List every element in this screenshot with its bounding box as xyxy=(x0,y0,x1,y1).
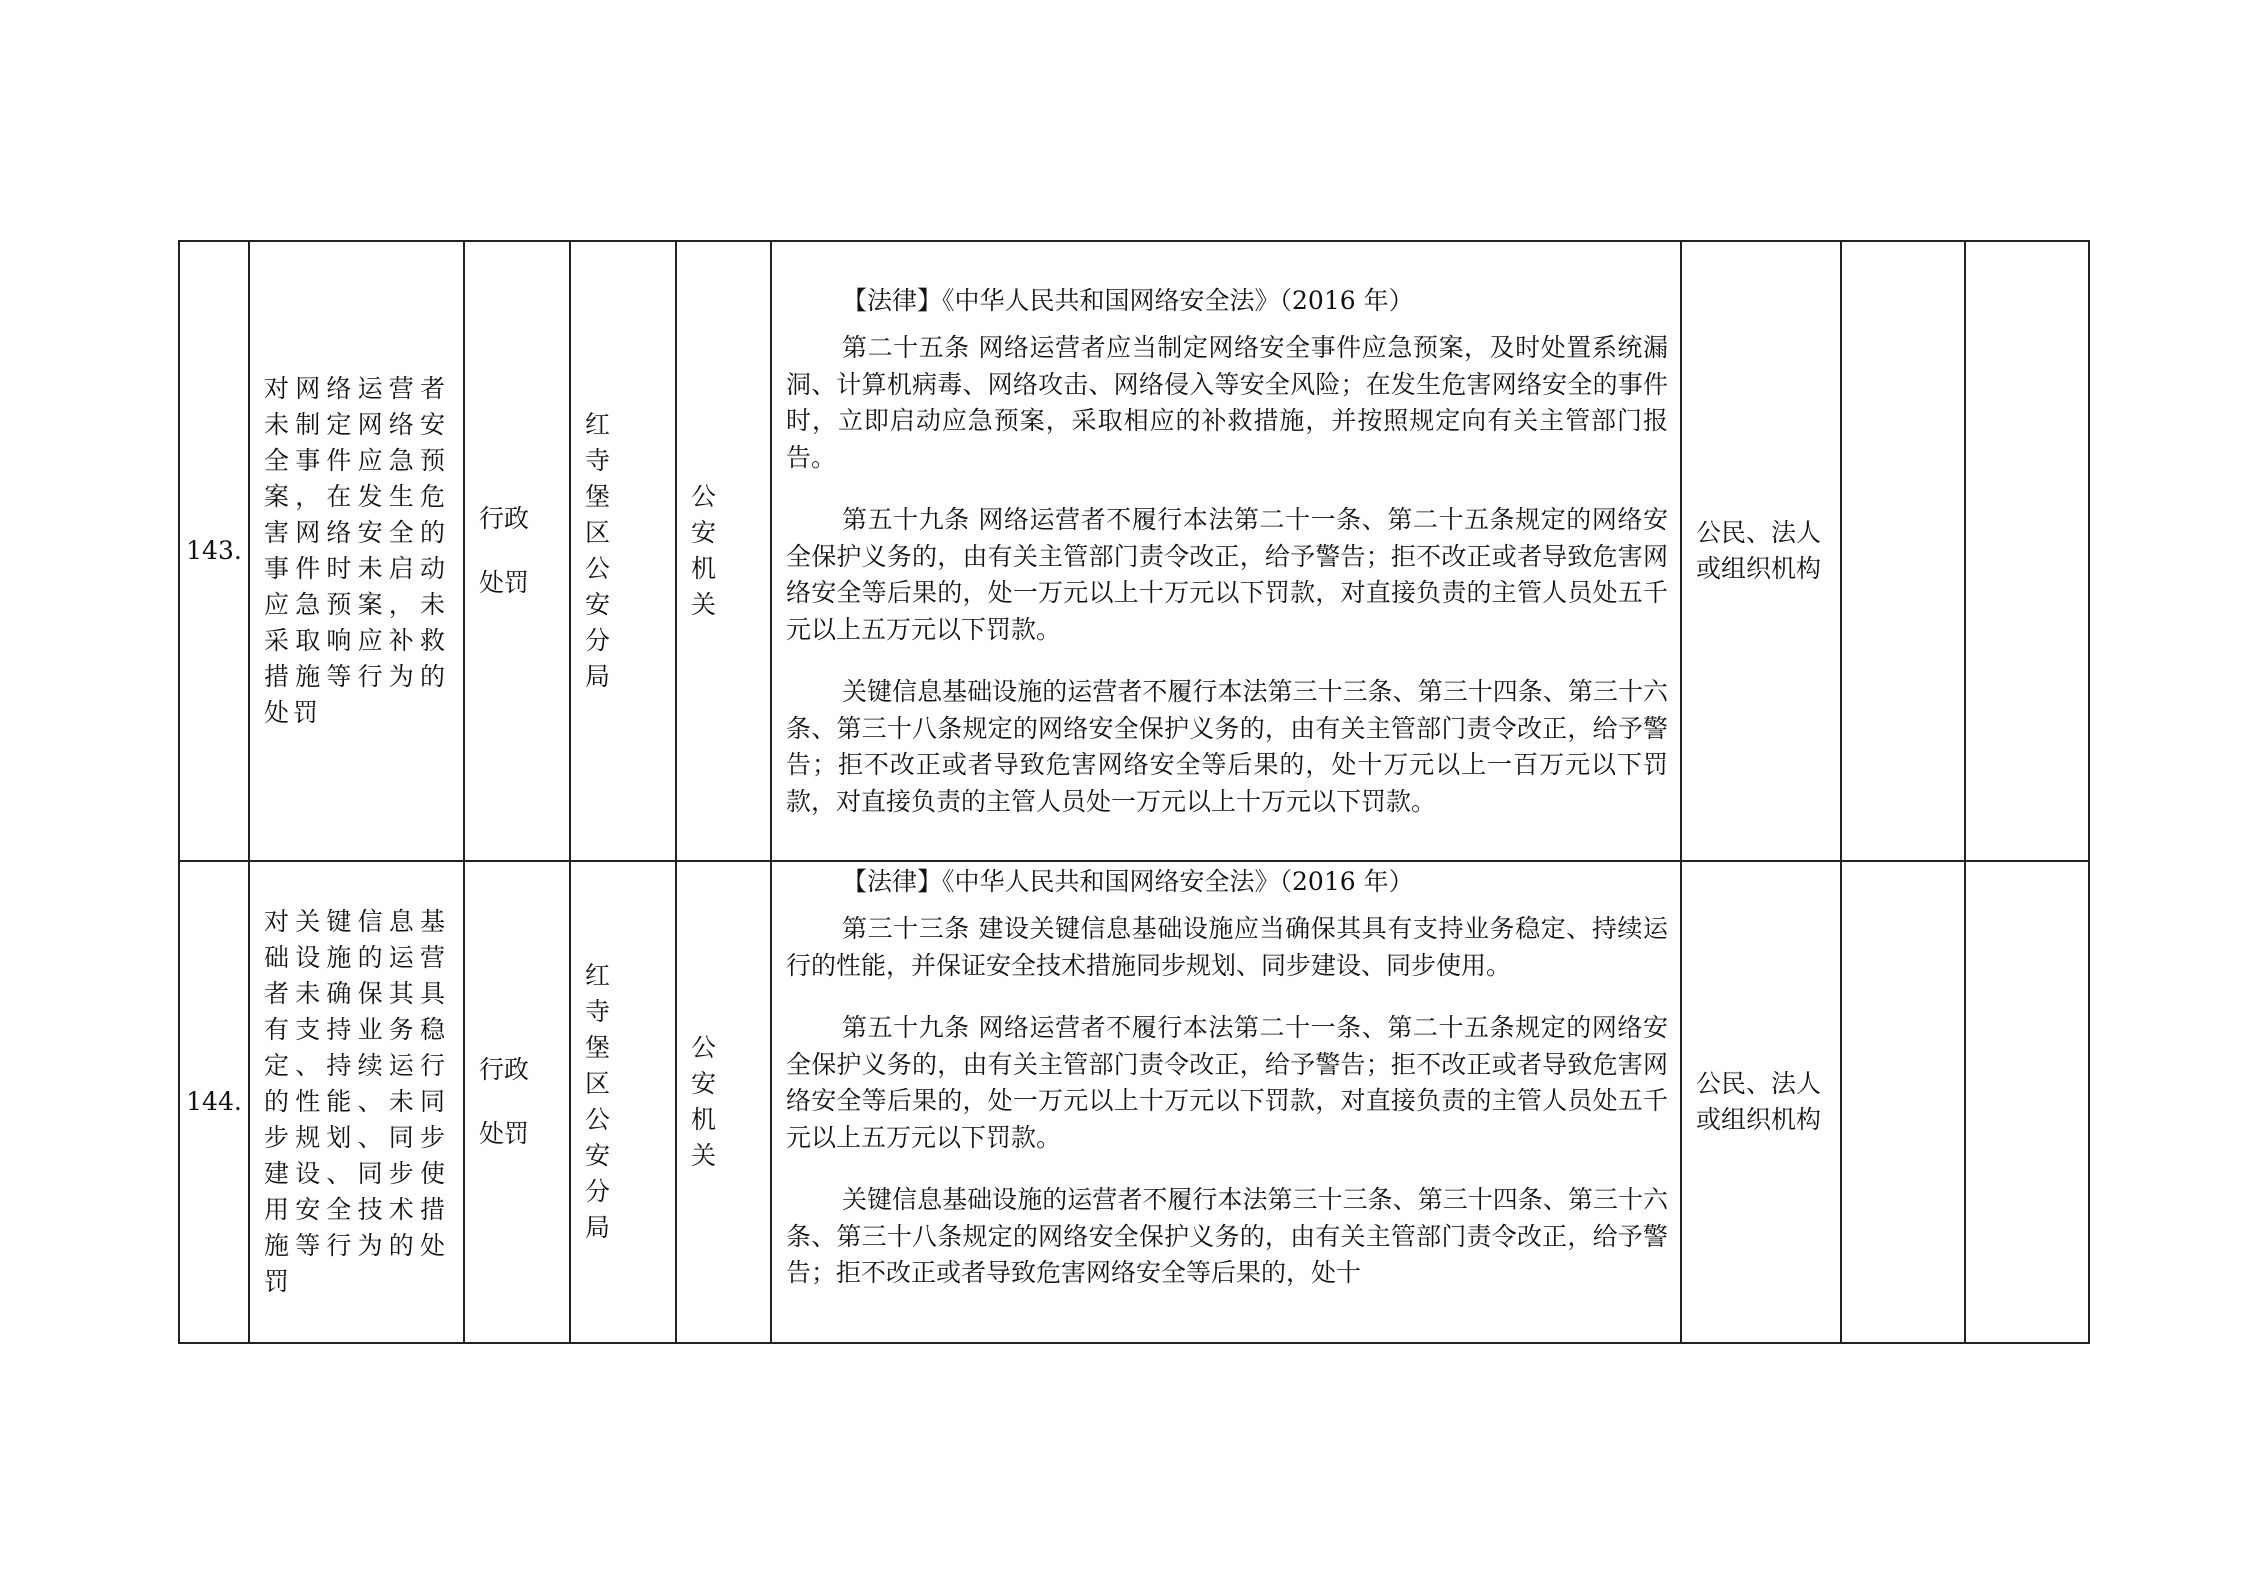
legal-basis xyxy=(771,861,1681,1343)
law-title: 【法律】《中华人民共和国网络安全法》（2016 年） xyxy=(842,286,1414,315)
legal-basis-clip xyxy=(786,863,1668,1341)
row-number: 144. xyxy=(179,861,249,1343)
power-type-line: 行政 xyxy=(479,504,530,533)
authority: 公安机关 xyxy=(676,241,771,861)
table-row xyxy=(179,241,2089,861)
empty-cell xyxy=(1965,241,2089,861)
power-type-line: 行政 xyxy=(479,1055,530,1084)
law-article: 第五十九条 网络运营者不履行本法第二十一条、第二十五条规定的网络安全保护义务的，由有关主管部门责令改正，给予警告；拒不改正或者导致危害网络安全等后果的，处一万元以上十万元以下罚款，对直接负责的主管人员处五千元以上五万元以下罚款。 xyxy=(786,1013,1668,1152)
power-list-table xyxy=(178,240,2090,1344)
law-article: 第三十三条 建设关键信息基础设施应当确保其具有支持业务稳定、持续运行的性能，并保证安全技术措施同步规划、同步建设、同步使用。 xyxy=(786,914,1668,980)
power-type-line: 处罚 xyxy=(479,1119,530,1148)
empty-cell xyxy=(1841,861,1965,1343)
law-article: 第二十五条 网络运营者应当制定网络安全事件应急预案，及时处置系统漏洞、计算机病毒、网络攻击、网络侵入等安全风险；在发生危害网络安全的事件时，立即启动应急预案，采取相应的补救措施，并按照规定向有关主管部门报告。 xyxy=(786,333,1668,472)
item-name: 对关键信息基础设施的运营者未确保其具有支持业务稳定、持续运行的性能、未同步规划、同步建设、同步使用安全技术措施等行为的处罚 xyxy=(249,861,464,1343)
implementing-department: 红寺堡区公安分局 xyxy=(570,861,676,1343)
power-type xyxy=(464,861,570,1343)
legal-basis xyxy=(771,241,1681,861)
target-subject: 公民、法人或组织机构 xyxy=(1681,241,1841,861)
power-type xyxy=(464,241,570,861)
target-subject: 公民、法人或组织机构 xyxy=(1681,861,1841,1343)
law-title: 【法律】《中华人民共和国网络安全法》（2016 年） xyxy=(842,867,1414,896)
table-row xyxy=(179,861,2089,1343)
law-article: 第五十九条 网络运营者不履行本法第二十一条、第二十五条规定的网络安全保护义务的，由有关主管部门责令改正，给予警告；拒不改正或者导致危害网络安全等后果的，处一万元以上十万元以下罚款，对直接负责的主管人员处五千元以上五万元以下罚款。 xyxy=(786,505,1668,644)
law-article: 关键信息基础设施的运营者不履行本法第三十三条、第三十四条、第三十六条、第三十八条规定的网络安全保护义务的，由有关主管部门责令改正，给予警告；拒不改正或者导致危害网络安全等后果的，处十万元以上一百万元以下罚款，对直接负责的主管人员处一万元以上十万元以下罚款。 xyxy=(786,677,1668,816)
item-name: 对网络运营者未制定网络安全事件应急预案，在发生危害网络安全的事件时未启动应急预案，未采取响应补救措施等行为的处罚 xyxy=(249,241,464,861)
authority: 公安机关 xyxy=(676,861,771,1343)
empty-cell xyxy=(1841,241,1965,861)
empty-cell xyxy=(1965,861,2089,1343)
power-type-line: 处罚 xyxy=(479,568,530,597)
row-number: 143. xyxy=(179,241,249,861)
law-article: 关键信息基础设施的运营者不履行本法第三十三条、第三十四条、第三十六条、第三十八条规定的网络安全保护义务的，由有关主管部门责令改正，给予警告；拒不改正或者导致危害网络安全等后果的，处十 xyxy=(786,1185,1668,1287)
implementing-department: 红寺堡区公安分局 xyxy=(570,241,676,861)
